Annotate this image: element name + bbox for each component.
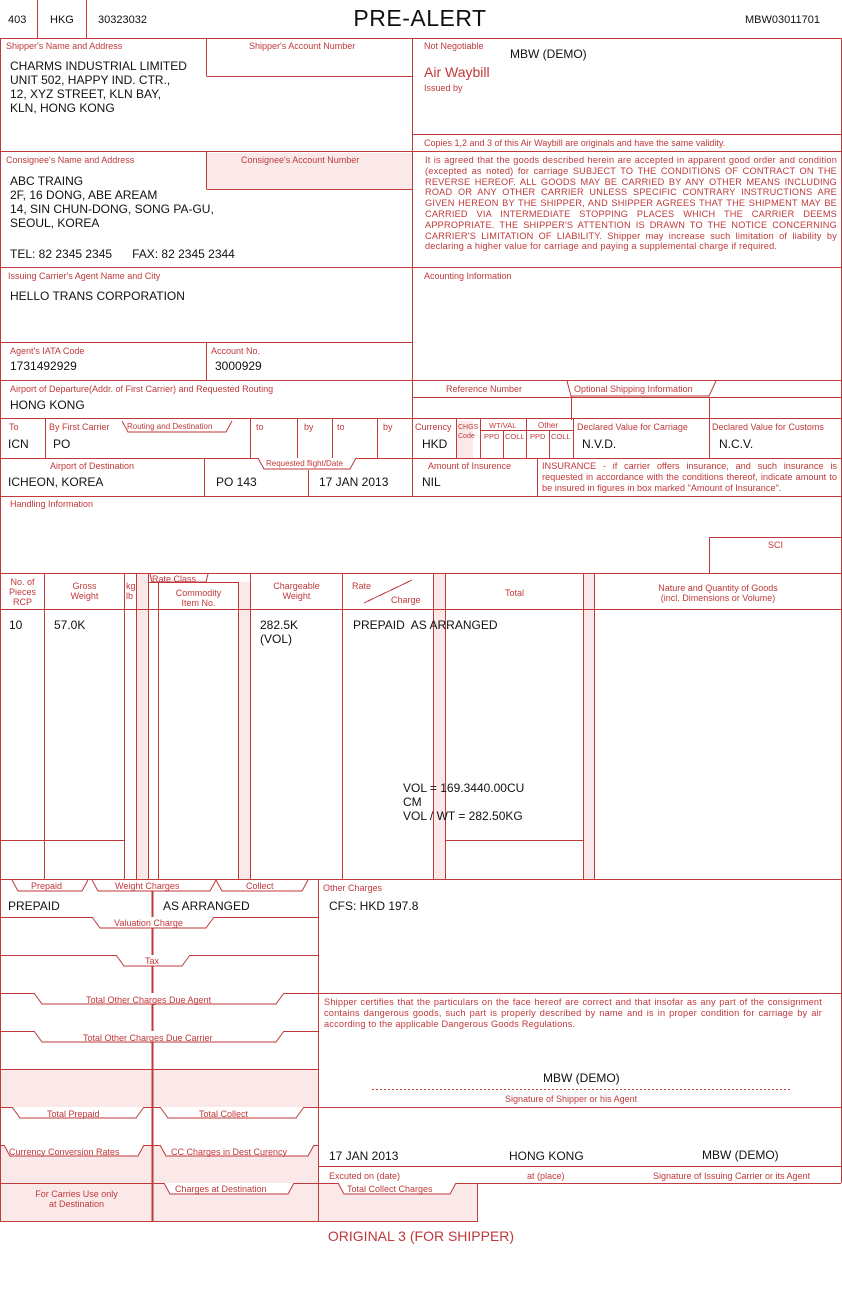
shipper-label: Shipper's Name and Address [6,41,123,51]
agent-name: HELLO TRANS CORPORATION [10,289,185,303]
prepaid-label: Prepaid [31,881,63,891]
total-label: Total [504,588,524,598]
carrier-dest-label: For Carries Use only at Destination [35,1189,118,1209]
shipper-signature-label: Signature of Shipper or his Agent [505,1094,638,1104]
consignee-label: Consignee's Name and Address [6,155,135,165]
insurance-label: Amount of Insurence [428,461,512,471]
optional-label: Optional Shipping Information [574,384,693,394]
prepaid-value: PREPAID [8,899,60,913]
ppd2-label: PPD [530,432,546,441]
by3-label: by [383,422,393,432]
currency-label: Currency [415,422,452,432]
charges-dest-label: Charges at Destination [175,1184,267,1194]
other-charges-label: Other Charges [323,883,383,893]
header-code: 403 [8,14,27,26]
declared-customs-label: Declared Value for Customs [712,422,824,432]
rate-class-label: Rate Class [152,574,197,584]
chgs-code-label: CHGS Code [458,424,479,440]
currency-value: HKD [422,437,448,451]
other-carrier-label: Total Other Charges Due Carrier [83,1033,213,1043]
account-no-value: 3000929 [215,359,262,373]
to-label: To [9,422,19,432]
issuing-carrier: MBW (DEMO) [702,1148,779,1162]
weight-charges-label: Weight Charges [115,881,180,891]
consignee-account-label: Consignee's Account Number [241,155,360,165]
header-origin: HKG [50,14,74,26]
departure-label: Airport of Departure(Addr. of First Carrier) and Requested Routing [10,384,274,394]
kglb-label: kg lb [126,581,136,601]
ppd1-label: PPD [484,432,500,441]
declared-customs-value: N.C.V. [719,437,754,451]
by-first-value: PO [53,437,71,451]
awb-issuer: MBW (DEMO) [510,47,587,61]
consignee-address: ABC TRAING 2F, 16 DONG, ABE AREAM 14, SIN CHUN-DONG, SONG PA-GU, SEOUL, KOREA [10,174,214,230]
executed-place: HONG KONG [509,1149,584,1163]
issued-by-label: Issued by [424,83,463,93]
shipper-signer: MBW (DEMO) [543,1071,620,1085]
valuation-label: Valuation Charge [114,918,183,928]
total-collect-charges-label: Total Collect Charges [347,1184,433,1194]
page-title: PRE-ALERT [353,5,487,31]
wtval-label: WT/VAL [489,421,517,430]
declared-carriage-label: Declared Value for Carriage [577,422,688,432]
by2-label: by [304,422,314,432]
other-label: Other [538,421,559,430]
rate-value: PREPAID AS ARRANGED [353,618,498,632]
pieces-value: 10 [9,618,23,632]
pieces-label: No. of Pieces RCP [8,577,36,607]
chargeable-weight-label: Chargeable Weight [273,581,320,601]
conversion-rates-label: Currency Conversion Rates [9,1147,120,1157]
consignee-contact: TEL: 82 2345 2345 FAX: 82 2345 2344 [10,247,235,261]
handling-label: Handling Information [10,499,94,509]
not-negotiable-label: Not Negotiable [424,41,484,51]
sci-label: SCI [768,540,784,550]
reference-label: Reference Number [446,384,523,394]
agreement-text: It is agreed that the goods described herein are accepted in apparent good order and condition (excepted as noted) for carriage SUBJECT TO THE CONDITIONS OF CONTRACT ON THE REVERSE HEREOF. ALL GOODS MAY BE CARRIED BY ANY OTHER MEANS INCLUDING ROAD OR ANY OTHER CARRIER UNLESS SPECIFIC CONTRARY INSTRUCTIONS ARE GIVEN HEREON BY THE SHIPPER, AND SHIPPER AGREES THAT THE SHIPMENT MAY BE CARRIED VIA INTERMEDIATE STOPPING PLACES WHICH THE CARRIER DEEMS APPROPRIATE. THE SHIPPER'S ATTENTION IS DRAWN TO THE NOTICE CONCERNING CARRIER'S LIMITATION OF LIABILITY. Shipper may increase such limitation of liability by declaring a higher value for carriage and paying a supplemental charge if required. [425,155,837,252]
gross-weight-value: 57.0K [54,618,86,632]
routing-dest-label: Routing and Destination [127,422,213,431]
total-collect-label: Total Collect [199,1109,249,1119]
to3-label: to [337,422,345,432]
insurance-note: INSURANCE - if carrier offers insurance, and such insurance is requested in accordance with the conditions thereof, indicate amount to be insured in figures in box marked "Amount of Insurance". [542,461,837,493]
gross-weight-label: Gross Weight [70,581,99,601]
executed-date-label: Excuted on (date) [329,1171,401,1181]
departure-value: HONG KONG [10,398,85,412]
awb-reference: MBW03011701 [745,14,821,26]
destination-value: ICHEON, KOREA [8,475,104,489]
iata-value: 1731492929 [10,359,77,373]
collect-label: Collect [246,881,274,891]
shipper-account-label: Shipper's Account Number [249,41,356,51]
to-value: ICN [8,437,29,451]
carrier-signature-label: Signature of Issuing Carrier or its Agent [653,1171,811,1181]
air-waybill-title: Air Waybill [424,64,490,80]
flight-label: Requested flight/Date [266,459,343,468]
other-charges-value: CFS: HKD 197.8 [329,899,419,913]
agent-label: Issuing Carrier's Agent Name and City [8,271,161,281]
total-prepaid-label: Total Prepaid [47,1109,100,1119]
insurance-value: NIL [422,475,441,489]
rate-label: Rate [352,581,372,591]
volume-value: VOL = 169.3440.00CU CM VOL / WT = 282.50KG [403,781,525,823]
other-agent-label: Total Other Charges Due Agent [86,995,212,1005]
flight-date: 17 JAN 2013 [319,475,389,489]
accounting-label: Acounting Information [424,271,512,281]
executed-date: 17 JAN 2013 [329,1149,399,1163]
arranged-value: AS ARRANGED [163,899,250,913]
by-first-label: By First Carrier [49,422,110,432]
iata-label: Agent's IATA Code [10,346,85,356]
copies-note: Copies 1,2 and 3 of this Air Waybill are originals and have the same validity. [424,138,726,148]
to2-label: to [256,422,264,432]
nature-label: Nature and Quantity of Goods (incl. Dimensions or Volume) [658,583,778,603]
executed-place-label: at (place) [527,1171,565,1181]
original-copy-footer: ORIGINAL 3 (FOR SHIPPER) [327,1228,515,1244]
destination-label: Airport of Destination [50,461,135,471]
flight-value: PO 143 [216,475,257,489]
tax-label: Tax [145,956,160,966]
header-number: 30323032 [98,14,147,26]
commodity-label: Commodity Item No. [175,588,222,608]
account-no-label: Account No. [211,346,261,356]
coll2-label: COLL [551,432,571,441]
charge-label: Charge [391,595,421,605]
declared-carriage-value: N.V.D. [582,437,617,451]
cc-dest-label: CC Charges in Dest Curency [171,1147,288,1157]
chargeable-weight-value: 282.5K (VOL) [260,618,299,646]
coll1-label: COLL [505,432,525,441]
certification-text: Shipper certifies that the particulars on the face hereof are correct and that insofar as any part of the consignment contains dangerous goods, such part is properly described by name and is in proper condition for carriage by air according to the applicable Dangerous Goods Regulations. [324,997,822,1029]
shipper-address: CHARMS INDUSTRIAL LIMITED UNIT 502, HAPPY IND. CTR., 12, XYZ STREET, KLN BAY, KLN, HONG KONG [10,59,187,115]
